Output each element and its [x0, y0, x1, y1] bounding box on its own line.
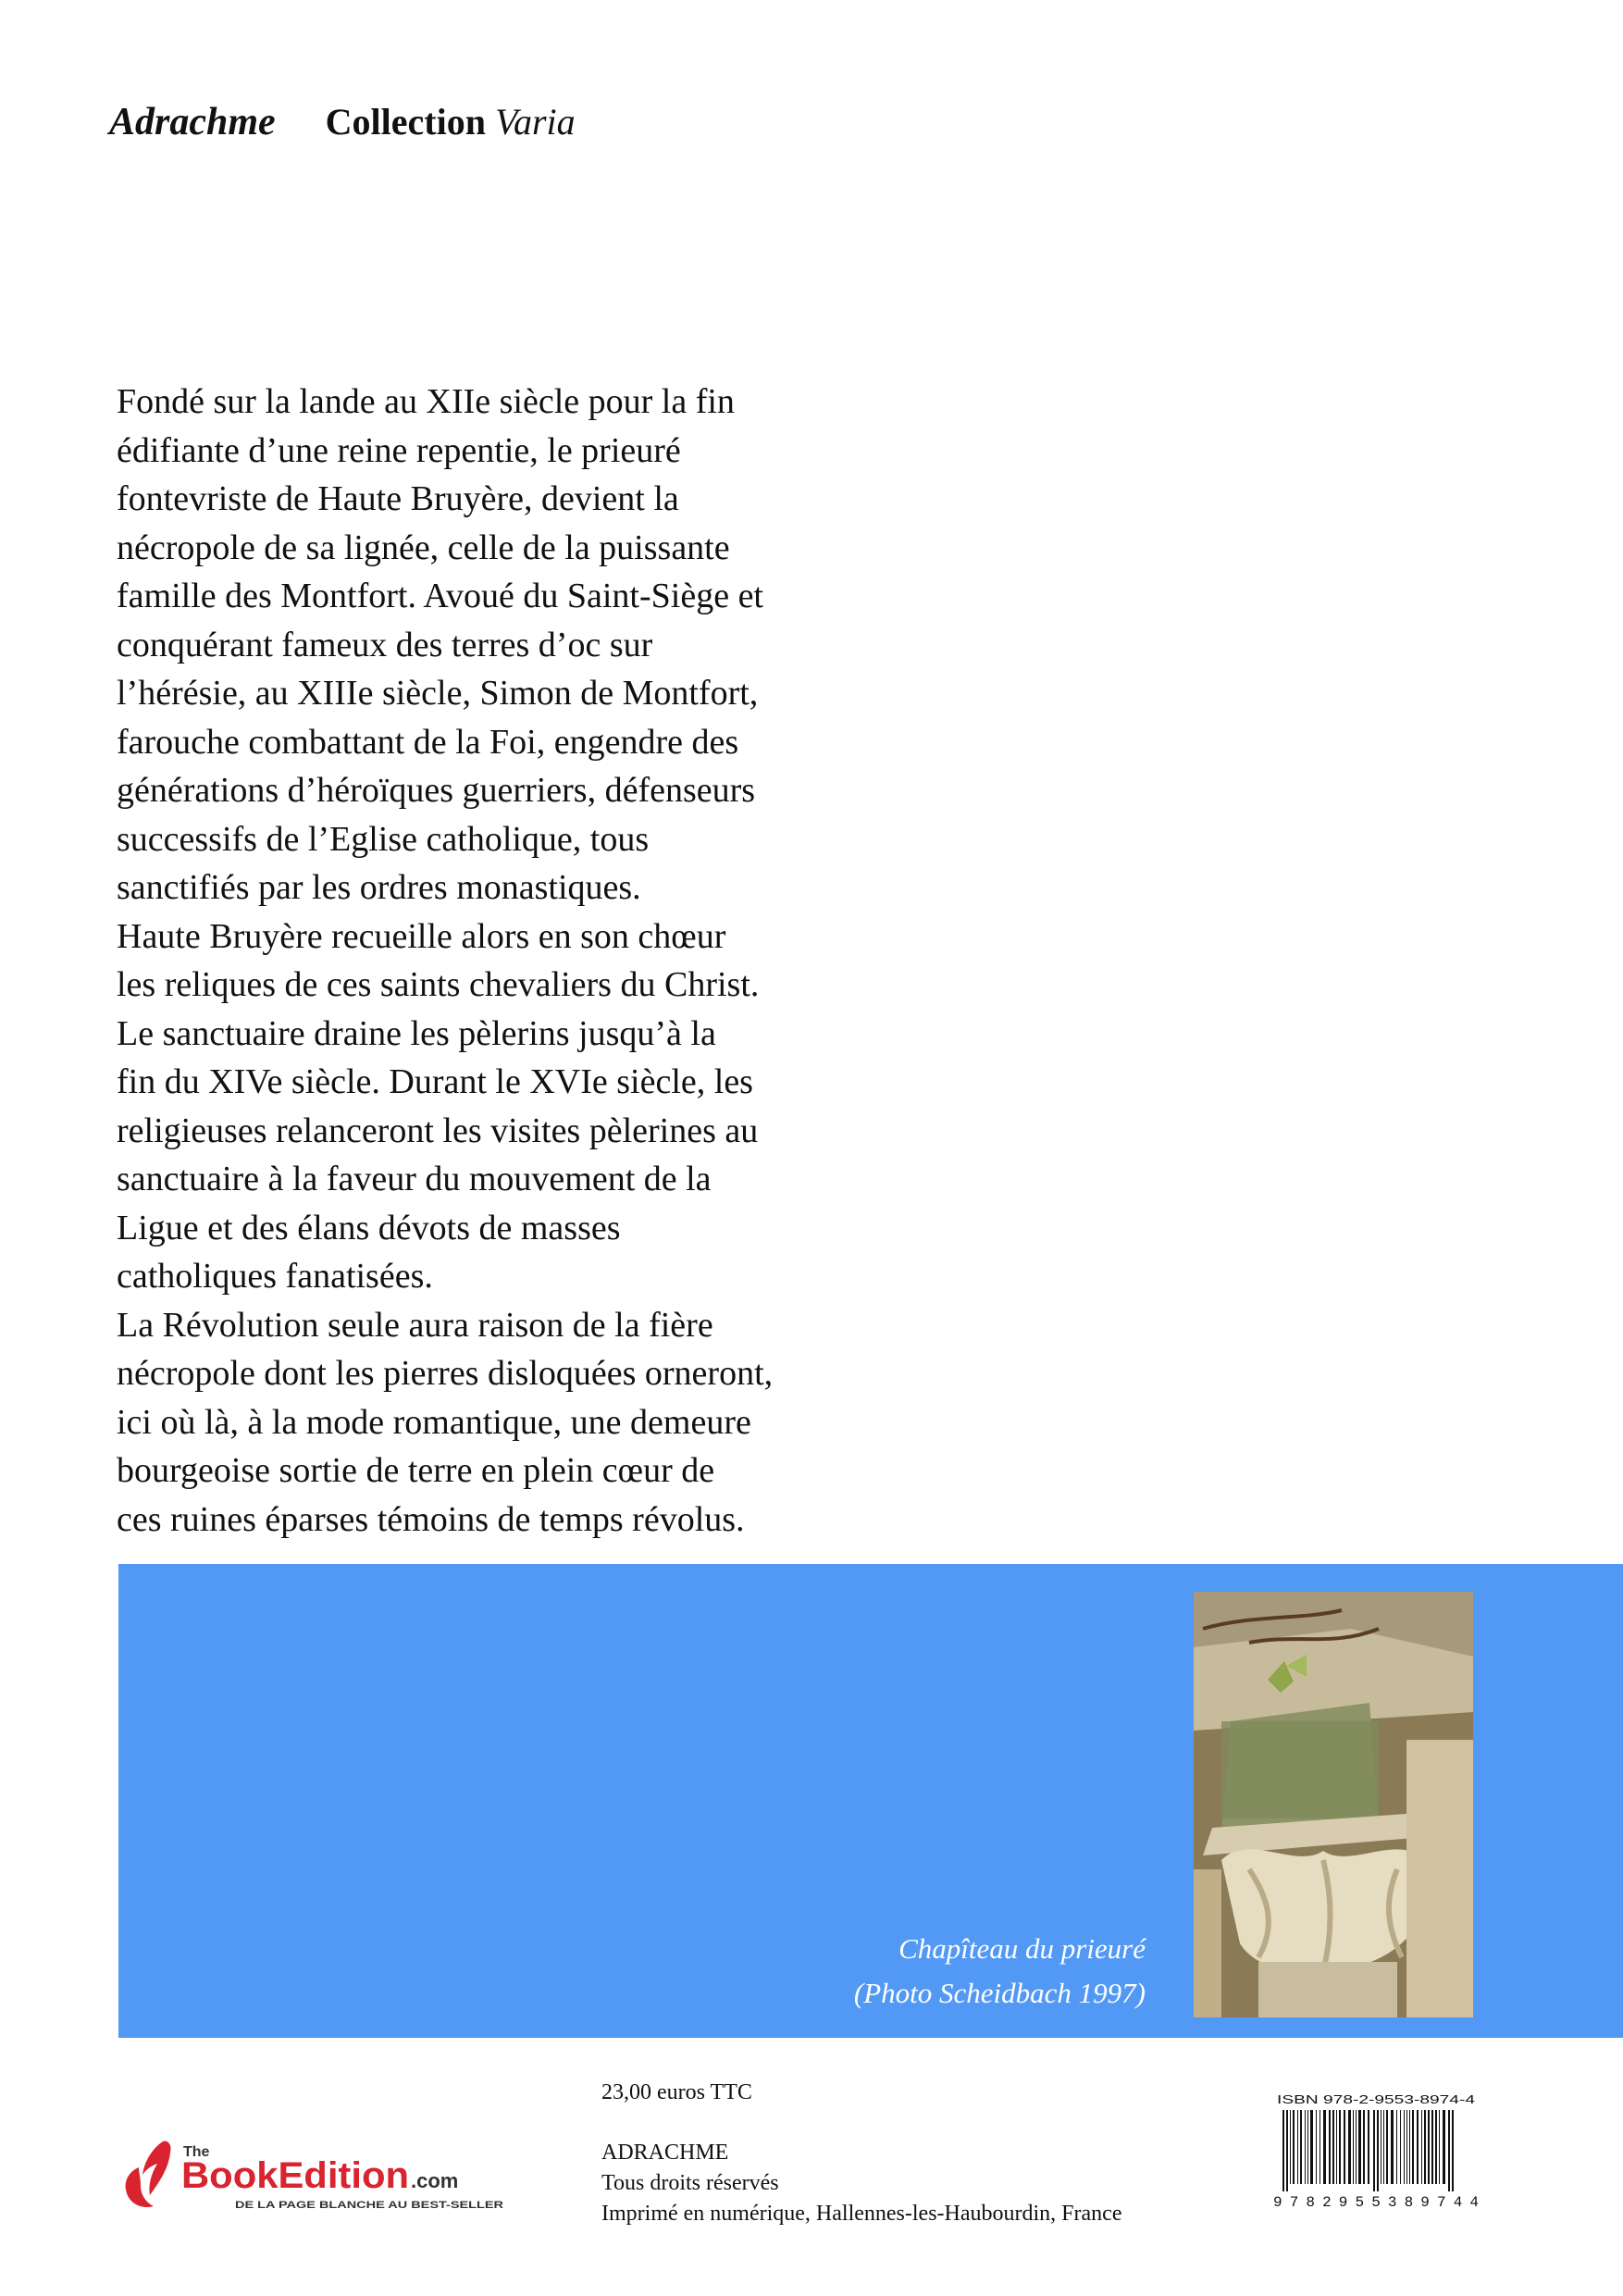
barcode-bar	[1305, 2110, 1306, 2184]
blurb-line: sanctuaire à la faveur du mouvement de la	[117, 1160, 712, 1198]
barcode-bar	[1316, 2110, 1317, 2184]
barcode-bars	[1282, 2110, 1454, 2191]
collection-name: Varia	[494, 101, 576, 143]
barcode-bar	[1307, 2110, 1308, 2184]
barcode-bar	[1412, 2110, 1414, 2184]
barcode-bar	[1373, 2110, 1375, 2191]
blurb-line: fin du XIVe siècle. Durant le XVIe siècle, les	[117, 1062, 753, 1101]
barcode-bar	[1391, 2110, 1394, 2184]
isbn-barcode	[1270, 2090, 1482, 2210]
barcode-bar	[1293, 2110, 1295, 2184]
barcode-bar	[1297, 2110, 1298, 2184]
barcode-bar	[1421, 2110, 1422, 2184]
collection-label: Collection	[325, 101, 486, 143]
blurb-line: Ligue et des élans dévots de masses	[117, 1208, 621, 1247]
blurb-line: les reliques de ces saints chevaliers du Christ.	[117, 965, 760, 1004]
barcode-bar	[1448, 2110, 1450, 2191]
price: 23,00 euros TTC	[601, 2080, 752, 2104]
logo-domain: .com	[411, 2169, 459, 2192]
barcode-bar	[1424, 2110, 1426, 2184]
barcode-bar	[1282, 2110, 1284, 2191]
barcode-bar	[1452, 2110, 1454, 2191]
barcode-digits: 9782955389744	[1273, 2194, 1479, 2210]
barcode-bar	[1300, 2110, 1302, 2184]
logo-wordmark: BookEdition	[181, 2155, 409, 2196]
blurb-line: l’hérésie, au XIIIe siècle, Simon de Montfort,	[117, 674, 759, 713]
barcode-bar	[1323, 2110, 1326, 2184]
blurb-line: générations d’héroïques guerriers, défenseurs	[117, 771, 756, 810]
barcode-bar	[1310, 2110, 1313, 2184]
blurb-line: fontevriste de Haute Bruyère, devient la	[117, 479, 679, 518]
print-notice: Imprimé en numérique, Hallennes-les-Haubourdin, France	[601, 2202, 1122, 2226]
blurb-line: religieuses relanceront les visites pèlerines au	[117, 1111, 759, 1150]
quill-icon	[142, 2141, 171, 2195]
photo-caption	[854, 1927, 1146, 2016]
barcode-bar	[1344, 2110, 1345, 2184]
barcode-bar	[1443, 2110, 1445, 2184]
blurb-line: Fondé sur la lande au XIIe siècle pour la fin	[117, 382, 735, 421]
barcode-bar	[1358, 2110, 1361, 2184]
barcode-bar	[1409, 2110, 1410, 2184]
bookedition-logo	[118, 2128, 526, 2221]
barcode-bar	[1431, 2110, 1433, 2184]
barcode-bar	[1332, 2110, 1334, 2184]
isbn-label: ISBN 978-2-9553-8974-4	[1277, 2092, 1475, 2106]
publisher-info	[601, 2138, 1121, 2229]
barcode-bar	[1404, 2110, 1405, 2184]
barcode-bar	[1356, 2110, 1357, 2184]
barcode-bar	[1406, 2110, 1407, 2184]
blurb-line: conquérant fameux des terres d’oc sur	[117, 625, 653, 664]
barcode-bar	[1400, 2110, 1401, 2184]
blurb-line: Haute Bruyère recueille alors en son chœur	[117, 916, 726, 956]
barcode-bar	[1290, 2110, 1291, 2184]
blurb-line: nécropole dont les pierres disloquées orneront,	[117, 1354, 774, 1393]
back-cover-blurb	[117, 378, 875, 1544]
barcode-bar	[1368, 2110, 1369, 2184]
header	[109, 100, 576, 144]
barcode-bar	[1339, 2110, 1341, 2184]
blurb-line: ici où là, à la mode romantique, une demeure	[117, 1402, 751, 1442]
barcode-bar	[1439, 2110, 1440, 2184]
barcode-bar	[1353, 2110, 1354, 2184]
barcode-bar	[1329, 2110, 1331, 2184]
barcode-bar	[1336, 2110, 1337, 2184]
photo-caption-title: Chapîteau du prieuré	[898, 1932, 1146, 1965]
blurb-line: bourgeoise sortie de terre en plein cœur de	[117, 1451, 715, 1490]
stone-capital-photo	[1194, 1592, 1473, 2017]
blurb-line: ces ruines éparses témoins de temps révolus.	[117, 1499, 745, 1539]
logo-tagline: DE LA PAGE BLANCHE AU BEST-SELLER	[235, 2200, 504, 2211]
blurb-line: Le sanctuaire draine les pèlerins jusqu’à la	[117, 1013, 716, 1053]
blurb-line: successifs de l’Eglise catholique, tous	[117, 819, 650, 859]
barcode-bar	[1363, 2110, 1365, 2184]
publisher-imprint: ADRACHME	[601, 2141, 729, 2165]
barcode-bar	[1286, 2110, 1288, 2191]
blurb-line: farouche combattant de la Foi, engendre des	[117, 722, 739, 762]
barcode-bar	[1348, 2110, 1351, 2184]
barcode-bar	[1386, 2110, 1388, 2184]
barcode-bar	[1417, 2110, 1419, 2184]
barcode-bar	[1396, 2110, 1397, 2184]
blurb-line: La Révolution seule aura raison de la fière	[117, 1305, 713, 1345]
logo-the: The	[183, 2144, 210, 2160]
blurb-line: nécropole de sa lignée, celle de la puissante	[117, 527, 730, 567]
barcode-bar	[1383, 2110, 1384, 2184]
blurb-line: catholiques fanatisées.	[117, 1257, 433, 1296]
photo-caption-credit: (Photo Scheidbach 1997)	[853, 1977, 1146, 2009]
barcode-bar	[1377, 2110, 1379, 2191]
blurb-line: édifiante d’une reine repentie, le prieuré	[117, 430, 681, 470]
barcode-bar	[1435, 2110, 1437, 2184]
barcode-bar	[1428, 2110, 1430, 2184]
rights-notice: Tous droits réservés	[601, 2171, 779, 2195]
barcode-bar	[1319, 2110, 1320, 2184]
blurb-line: sanctifiés par les ordres monastiques.	[117, 868, 641, 907]
publisher-name: Adrachme	[109, 101, 276, 143]
blurb-line: famille des Montfort. Avoué du Saint-Siège et	[117, 577, 763, 615]
